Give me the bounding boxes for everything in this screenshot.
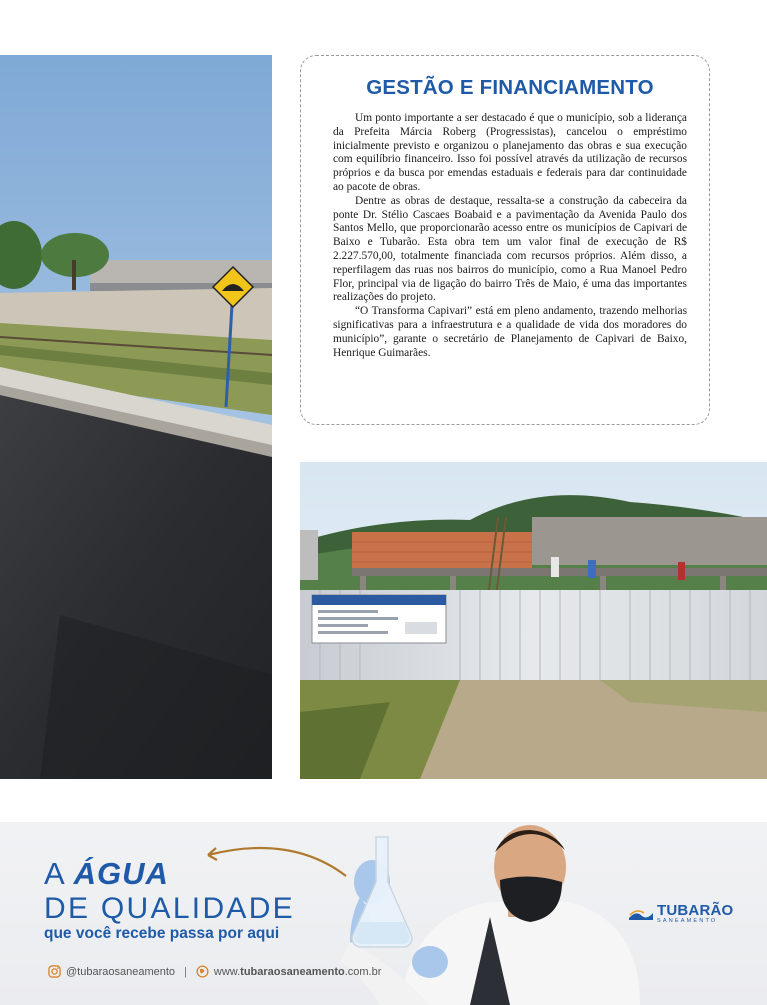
water-ad-banner bbox=[0, 822, 767, 1005]
brand-subtitle: SANEAMENTO bbox=[657, 918, 718, 924]
globe-icon bbox=[196, 965, 209, 978]
instagram-icon bbox=[48, 965, 61, 978]
footer-separator: | bbox=[184, 965, 187, 978]
article-paragraph-3: “O Transforma Capivari” está em pleno andamento, trazendo melhorias significativas para a infraestrutura e a qualidade de vida dos moradores do município”, garante o secretário de Planejamento de Capivari de Baixo, Henrique Guimarães. bbox=[333, 305, 687, 359]
article-title: GESTÃO E FINANCIAMENTO bbox=[366, 76, 654, 99]
website-link[interactable]: www.tubaraosaneamento.com.br bbox=[213, 965, 382, 978]
tubarao-logo bbox=[628, 904, 733, 925]
ad-tagline: que você recebe passa por aqui bbox=[44, 925, 280, 942]
construction-photo bbox=[300, 462, 767, 779]
wave-logo-icon bbox=[628, 908, 654, 922]
ad-footer bbox=[48, 965, 381, 978]
instagram-handle[interactable]: @tubaraosaneamento bbox=[66, 965, 176, 978]
arrow-icon bbox=[196, 840, 351, 880]
ad-headline-bold: ÁGUA bbox=[73, 856, 169, 891]
article-paragraph-2: Dentre as obras de destaque, ressalta-se a construção da cabeceira da ponte Dr. Stélio Cascaes Boabaid e a pavimentação da Avenida Paulo dos Santos Mello, que proporcionarão acesso entre os municípios de Capivari de Baixo e Tubarão. Esta obra tem um valor final de execução de R$ 2.227.570,00, totalmente financiada com recursos próprios. Além disso, a reperfilagem das ruas nos bairros do município, como a Rua Manoel Pedro Flor, principal via de ligação do bairro Três de Maio, é uma das importantes realizações do projeto. bbox=[333, 194, 687, 304]
ad-headline-prefix: A bbox=[44, 856, 74, 891]
ad-headline-line2: DE QUALIDADE bbox=[44, 892, 295, 925]
brand-name: TUBARÃO bbox=[657, 902, 734, 919]
article-paragraph-1: Um ponto importante a ser destacado é que o município, sob a liderança da Prefeita Márcia Roberg (Progressistas), cancelou o empréstimo inicialmente previsto e organizou o planejamento das obras e sua execução com equilíbrio financeiro. Isso foi possível através da utilização de recursos próprios e da busca por emendas estaduais e federais para dar continuidade ao pacote de obras. bbox=[333, 112, 687, 193]
technician-illustration bbox=[340, 822, 640, 1005]
article-box bbox=[300, 55, 710, 425]
ad-headline-line1 bbox=[44, 856, 169, 892]
road-photo bbox=[0, 55, 272, 779]
